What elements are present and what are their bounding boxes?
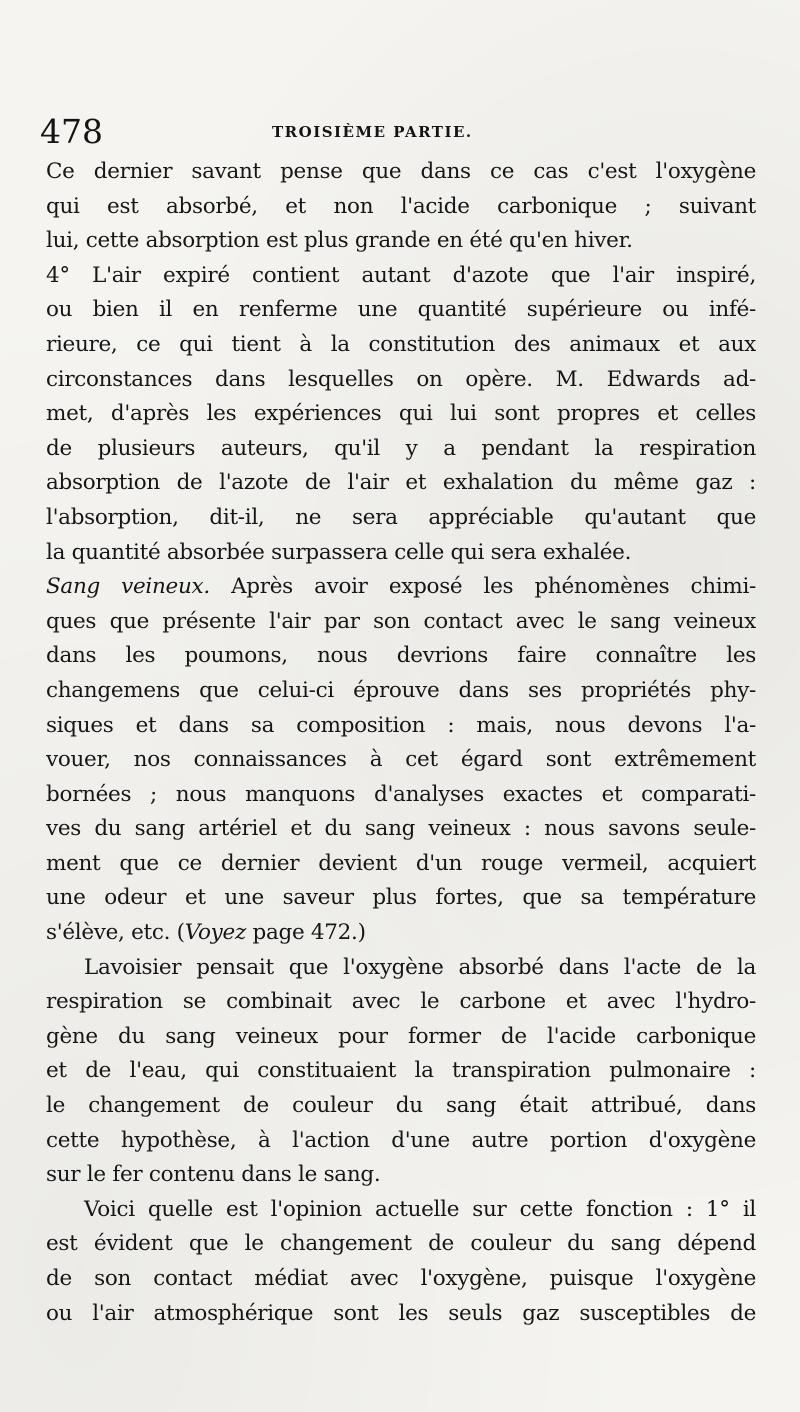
line-text: sur le fer contenu dans le sang. <box>46 1162 381 1188</box>
text-line <box>46 812 756 847</box>
line-text: bornées ; nous manquons d'analyses exactes et comparati- <box>46 781 756 807</box>
text-line <box>46 293 756 328</box>
text-line <box>46 570 756 605</box>
line-text: de son contact médiat avec l'oxygène, puisque l'oxygène <box>46 1266 756 1291</box>
line-text: est évident que le changement de couleur du sang dépend <box>46 1231 756 1257</box>
page-number: 478 <box>40 112 103 151</box>
text-line <box>46 1089 756 1124</box>
line-text: ou l'air atmosphérique sont les seuls gaz susceptibles de <box>46 1300 756 1326</box>
text-line <box>46 847 756 882</box>
italic-reference: Voyez <box>184 920 246 946</box>
text-line <box>46 1262 756 1297</box>
line-text: de plusieurs auteurs, qu'il y a pendant la respiration <box>46 435 756 461</box>
text-line <box>46 951 756 986</box>
text-line <box>46 1193 756 1228</box>
line-text: qui est absorbé, et non l'acide carbonique ; suivant <box>46 193 756 219</box>
line-text: met, d'après les expériences qui lui sont propres et celles <box>46 401 756 427</box>
line-text: ques que présente l'air par son contact avec le sang veineux <box>46 608 756 634</box>
line-text: Ce dernier savant pense que dans ce cas c'est l'oxygène <box>46 159 756 184</box>
line-text: respiration se combinait avec le carbone et avec l'hydro- <box>46 989 756 1015</box>
line-text: 4° L'air expiré contient autant d'azote que l'air inspiré, <box>46 262 756 288</box>
line-text: vouer, nos connaissances à cet égard sont extrêmement <box>46 747 756 773</box>
line-text-after: page 472.) <box>245 920 366 946</box>
line-text: Lavoisier pensait que l'oxygène absorbé dans l'acte de la <box>84 954 756 980</box>
text-line <box>46 709 756 744</box>
line-text: ment que ce dernier devient d'un rouge vermeil, acquiert <box>46 850 756 876</box>
line-text: circonstances dans lesquelles on opère. M. Edwards ad- <box>46 366 756 392</box>
text-line <box>46 1158 756 1193</box>
text-line <box>46 432 756 467</box>
line-text: ves du sang artériel et du sang veineux : nous savons seule- <box>46 816 756 842</box>
line-text: cette hypothèse, à l'action d'une autre portion d'oxygène <box>46 1127 756 1153</box>
running-head: TROISIÈME PARTIE. <box>272 123 473 141</box>
line-text: l'absorption, dit-il, ne sera appréciable qu'autant que <box>46 504 756 530</box>
text-line <box>46 466 756 501</box>
line-text: Après avoir exposé les phénomènes chimi- <box>209 574 756 600</box>
text-line <box>46 743 756 778</box>
text-line <box>46 363 756 398</box>
text-line <box>46 985 756 1020</box>
page-header <box>40 112 760 152</box>
line-text: s'élève, etc. ( <box>46 920 185 946</box>
text-line <box>46 190 756 225</box>
line-text: une odeur et une saveur plus fortes, que sa température <box>46 885 756 911</box>
text-line <box>46 397 756 432</box>
text-line <box>46 1020 756 1055</box>
line-text: changemens que celui-ci éprouve dans ses propriétés phy- <box>46 677 756 703</box>
line-text: la quantité absorbée surpassera celle qui sera exhalée. <box>46 539 632 565</box>
line-text: le changement de couleur du sang était attribué, dans <box>46 1093 756 1119</box>
text-line <box>46 605 756 640</box>
text-line <box>46 778 756 813</box>
text-line <box>46 328 756 363</box>
line-text: dans les poumons, nous devrions faire connaître les <box>46 643 756 669</box>
text-line <box>46 536 756 571</box>
text-line <box>46 1227 756 1262</box>
text-line <box>46 674 756 709</box>
text-line <box>46 501 756 536</box>
line-text: et de l'eau, qui constituaient la transpiration pulmonaire : <box>46 1058 756 1084</box>
text-line <box>46 1124 756 1159</box>
line-text: siques et dans sa composition : mais, nous devons l'a- <box>46 712 756 738</box>
line-text: lui, cette absorption est plus grande en été qu'en hiver. <box>46 228 633 254</box>
text-line <box>46 881 756 916</box>
text-line <box>46 259 756 294</box>
text-line <box>46 155 756 190</box>
text-line <box>46 1054 756 1089</box>
italic-heading: Sang veineux. <box>46 574 210 600</box>
line-text: absorption de l'azote de l'air et exhalation du même gaz : <box>46 470 756 496</box>
text-line <box>46 916 756 951</box>
text-line <box>46 639 756 674</box>
line-text: rieure, ce qui tient à la constitution des animaux et aux <box>46 331 756 357</box>
line-text: Voici quelle est l'opinion actuelle sur cette fonction : 1° il <box>84 1196 756 1222</box>
text-line <box>46 1297 756 1332</box>
body-text <box>46 155 756 1331</box>
line-text: gène du sang veineux pour former de l'acide carbonique <box>46 1023 756 1049</box>
text-line <box>46 224 756 259</box>
line-text: ou bien il en renferme une quantité supérieure ou infé- <box>46 297 756 323</box>
